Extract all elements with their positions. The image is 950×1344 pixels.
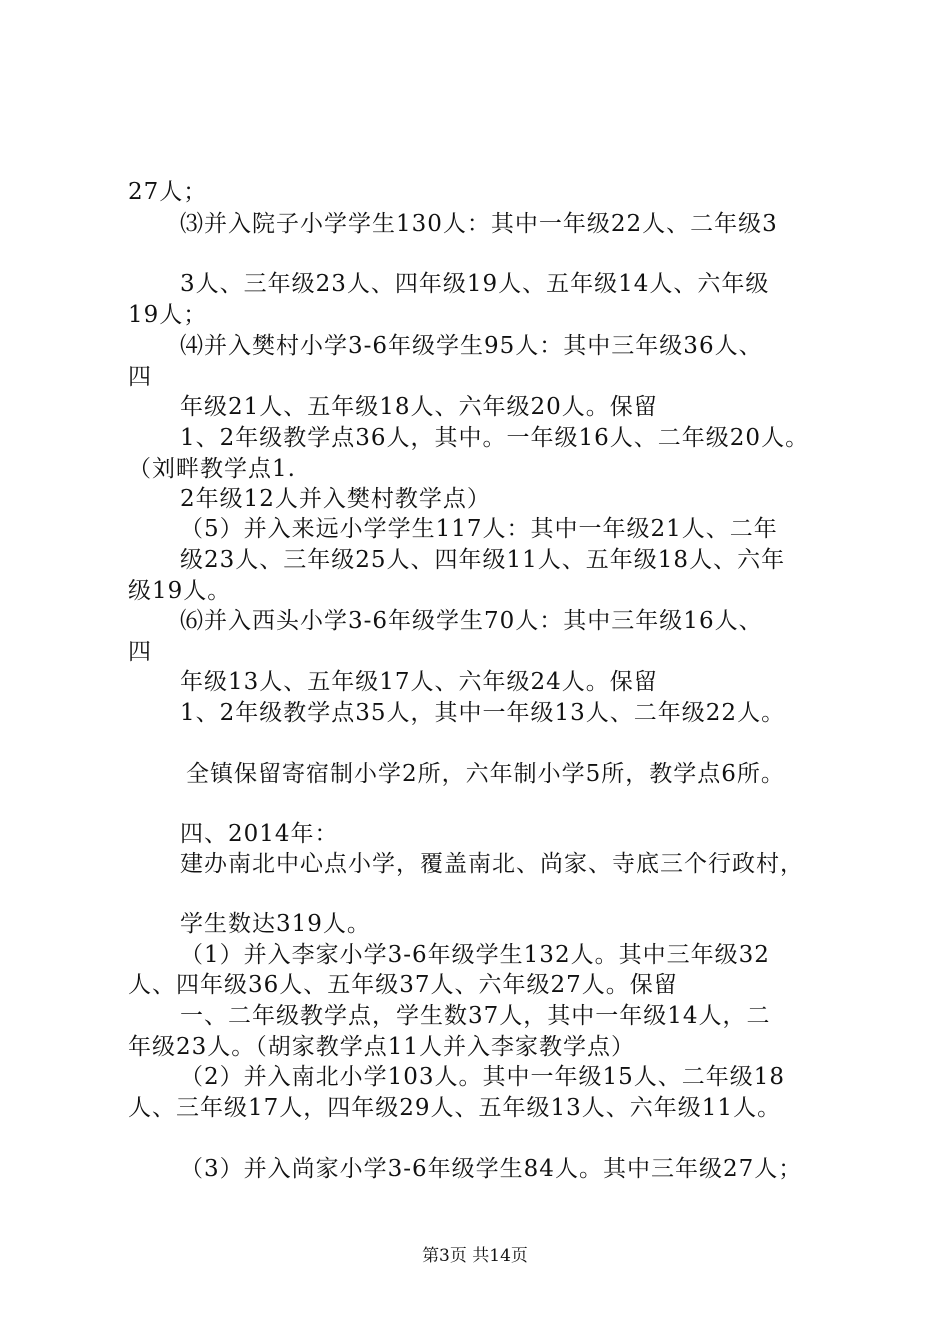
text-line: 1、2年级教学点35人，其中一年级13人、二年级22人。 [180,700,786,726]
text-line: （3）并入尚家小学3-6年级学生84人。其中三年级27人； [180,1156,803,1182]
text-line: 建办南北中心点小学，覆盖南北、尚家、寺底三个行政村， [180,851,804,877]
text-line: 27人； [128,179,208,205]
text-line: 级23人、三年级25人、四年级11人、五年级18人、六年 [180,547,786,573]
page-footer: 第3页 共14页 [422,1246,528,1266]
text-line: 19人； [128,302,208,328]
text-line: ⑷并入樊村小学3-6年级学生95人：其中三年级36人、 [180,333,763,359]
text-line: ⑶并入院子小学学生130人：其中一年级22人、二年级3 [180,211,778,237]
text-line: （5）并入来远小学学生117人：其中一年级21人、二年 [180,516,778,542]
text-line: 四 [128,639,152,665]
text-line: （2）并入南北小学103人。其中一年级15人、二年级18 [180,1064,786,1090]
text-line: 学生数达319人。 [180,911,371,937]
text-line: 四、2014年： [180,821,339,847]
text-line: 年级21人、五年级18人、六年级20人。保留 [180,394,658,420]
text-line: 年级13人、五年级17人、六年级24人。保留 [180,669,658,695]
text-line: （刘畔教学点1. [128,456,296,482]
text-line: ⑹并入西头小学3-6年级学生70人：其中三年级16人、 [180,608,763,634]
text-line: （1）并入李家小学3-6年级学生132人。其中三年级32 [180,942,770,968]
text-line: 一、二年级教学点，学生数37人，其中一年级14人，二 [180,1003,771,1029]
text-line: 2年级12人并入樊村教学点） [180,486,491,512]
text-line: 级19人。 [128,578,232,604]
text-line: 全镇保留寄宿制小学2所，六年制小学5所，教学点6所。 [186,761,785,787]
text-line: 四 [128,364,152,390]
text-line: 1、2年级教学点36人，其中。一年级16人、二年级20人。 [180,425,810,451]
text-line: 人、四年级36人、五年级37人、六年级27人。保留 [128,972,678,998]
text-line: 人、三年级17人，四年级29人、五年级13人、六年级11人。 [128,1095,782,1121]
text-line: 年级23人。（胡家教学点11人并入李家教学点） [128,1034,636,1060]
text-line: 3人、三年级23人、四年级19人、五年级14人、六年级 [180,271,770,297]
